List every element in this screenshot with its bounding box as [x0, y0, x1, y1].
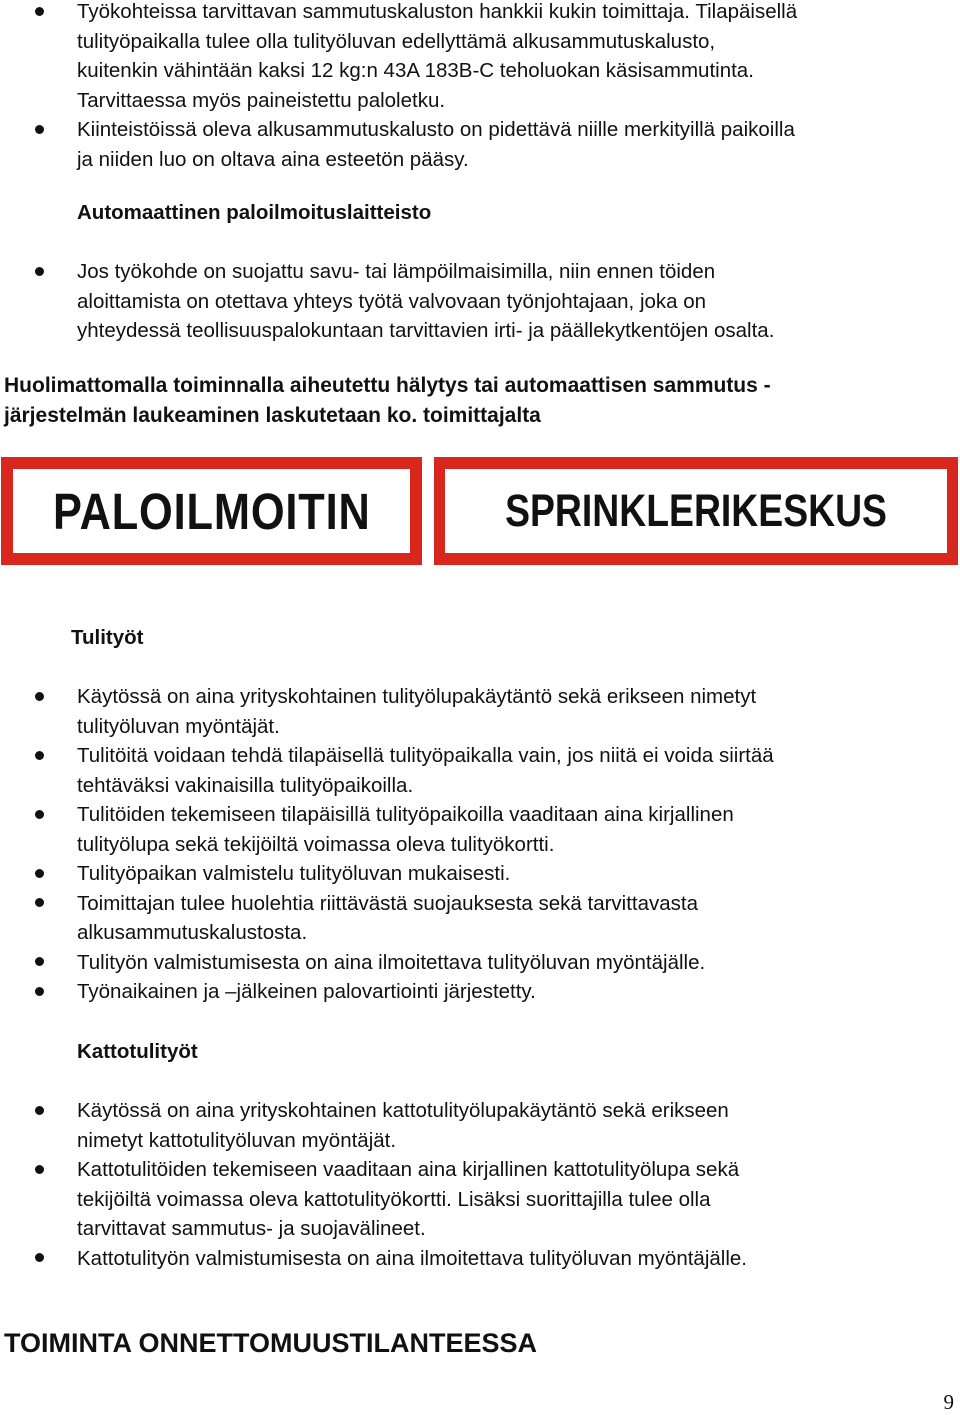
list-item-line: kuitenkin vähintään kaksi 12 kg:n 43A 183B-C teholuokan käsisammutinta. [77, 59, 754, 82]
list-item-line: Käytössä on aina yrityskohtainen kattotulityölupakäytäntö sekä erikseen [77, 1099, 729, 1122]
bullet-icon [35, 1106, 44, 1115]
list-item-line: Tulityön valmistumisesta on aina ilmoitettava tulityöluvan myöntäjälle. [77, 950, 706, 974]
bullet-icon [35, 692, 44, 701]
list-item [0, 257, 960, 346]
list-item [0, 1155, 960, 1244]
list-item [0, 1096, 960, 1155]
billing-note-line-2: järjestelmän laukeaminen laskutetaan ko. toimittajalta [4, 403, 541, 427]
hot-work-list [0, 682, 960, 1007]
list-item [0, 1244, 960, 1274]
list-item [0, 859, 960, 889]
list-item [0, 682, 960, 741]
list-item-line: Kattotulitöiden tekemiseen vaaditaan aina kirjallinen kattotulityölupa sekä [77, 1158, 740, 1181]
bullet-icon [35, 898, 44, 907]
hot-work-heading: Tulityöt [71, 626, 144, 649]
bullet-icon [35, 7, 44, 16]
bullet-icon [35, 751, 44, 760]
list-item-line: Jos työkohde on suojattu savu- tai lämpöilmaisimilla, niin ennen töiden [77, 260, 716, 283]
list-item-line: Työkohteissa tarvittavan sammutuskaluston hankkii kukin toimittaja. Tilapäisellä [77, 0, 798, 23]
list-item-line: Toimittajan tulee huolehtia riittävästä suojauksesta sekä tarvittavasta [77, 891, 699, 915]
list-item [0, 115, 960, 174]
list-item [0, 741, 960, 800]
list-item [0, 889, 960, 948]
roof-work-list [0, 1096, 960, 1273]
fire-equipment-list [0, 0, 960, 174]
list-item-line: alkusammutuskalustosta. [77, 921, 308, 944]
paloilmoitin-sign [1, 457, 422, 565]
bullet-icon [35, 987, 44, 996]
signs-image [0, 457, 960, 565]
roof-work-heading: Kattotulityöt [77, 1040, 198, 1063]
list-item [0, 800, 960, 859]
automatic-alarm-list [0, 257, 960, 346]
list-item-line: Tulitöiden tekemiseen tilapäisillä tulityöpaikoilla vaaditaan aina kirjallinen [77, 803, 734, 826]
list-item-line: tulityölupa sekä tekijöiltä voimassa oleva tulityökortti. [77, 832, 555, 856]
bullet-icon [35, 267, 44, 276]
list-item-line: Kattotulityön valmistumisesta on aina ilmoitettava tulityöluvan myöntäjälle. [77, 1246, 747, 1270]
list-item-line: tarvittavat sammutus- ja suojavälineet. [77, 1217, 426, 1240]
bullet-icon [35, 1253, 44, 1262]
list-item-line: Tulitöitä voidaan tehdä tilapäisellä tulityöpaikalla vain, jos niitä ei voida siirtää [77, 744, 774, 767]
page-number: 9 [943, 1390, 954, 1414]
list-item-line: ja niiden luo on oltava aina esteetön pääsy. [77, 147, 469, 171]
list-item-line: Tarvittaessa myös paineistettu paloletku. [77, 88, 446, 112]
automatic-alarm-heading: Automaattinen paloilmoituslaitteisto [77, 201, 432, 224]
bullet-icon [35, 1165, 44, 1174]
billing-note-line-1: Huolimattomalla toiminnalla aiheutettu hälytys tai automaattisen sammutus - [4, 374, 771, 397]
paloilmoitin-sign-label: PALOILMOITIN [52, 482, 371, 540]
list-item [0, 0, 960, 115]
billing-note [4, 371, 944, 430]
sprinklerikeskus-sign-label: SPRINKLERIKESKUS [505, 485, 887, 536]
bullet-icon [35, 125, 44, 134]
list-item-line: Käytössä on aina yrityskohtainen tulityölupakäytäntö sekä erikseen nimetyt [77, 685, 757, 708]
list-item-line: tekijöiltä voimassa oleva kattotulityökortti. Lisäksi suorittajilla tulee olla [77, 1187, 711, 1211]
list-item-line: Kiinteistöissä oleva alkusammutuskalusto on pidettävä niille merkityillä paikoilla [77, 118, 795, 141]
section-title: TOIMINTA ONNETTOMUUSTILANTEESSA [4, 1328, 537, 1358]
list-item [0, 948, 960, 978]
bullet-icon [35, 957, 44, 966]
list-item-line: aloittamista on otettava yhteys työtä valvovaan työnjohtajaan, joka on [77, 289, 707, 313]
list-item [0, 977, 960, 1007]
list-item-line: nimetyt kattotulityöluvan myöntäjät. [77, 1128, 397, 1152]
list-item-line: tulityöluvan myöntäjät. [77, 714, 280, 738]
bullet-icon [35, 810, 44, 819]
list-item-line: Työnaikainen ja –jälkeinen palovartiointi järjestetty. [77, 980, 536, 1003]
list-item-line: tehtäväksi vakinaisilla tulityöpaikoilla. [77, 773, 414, 797]
list-item-line: yhteydessä teollisuuspalokuntaan tarvittavien irti- ja päällekytkentöjen osalta. [77, 319, 775, 342]
sprinklerikeskus-sign [434, 457, 958, 565]
bullet-icon [35, 869, 44, 878]
list-item-line: Tulityöpaikan valmistelu tulityöluvan mukaisesti. [77, 862, 511, 885]
list-item-line: tulityöpaikalla tulee olla tulityöluvan edellyttämä alkusammutuskalusto, [77, 29, 716, 53]
